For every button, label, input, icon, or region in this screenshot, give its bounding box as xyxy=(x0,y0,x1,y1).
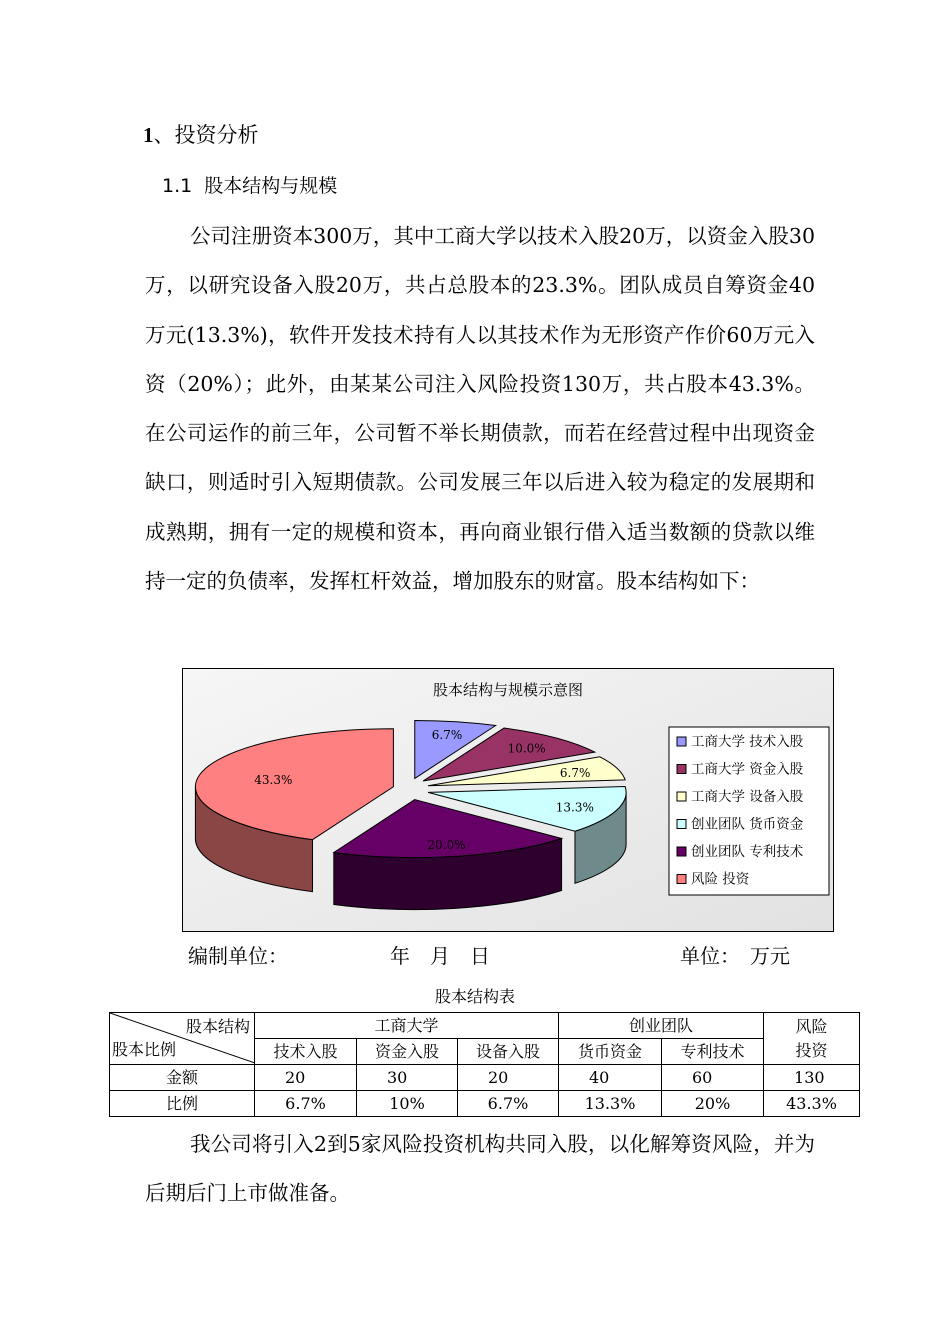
table-header-row xyxy=(110,1013,860,1039)
table-cell: 13.3% xyxy=(559,1091,662,1117)
data-label: 20.0% xyxy=(427,837,466,852)
closing-paragraph: 我公司将引入2到5家风险投资机构共同入股，以化解筹资风险，并为后期后门上市做准备。 xyxy=(145,1132,815,1206)
subheader-cell: 资金入股 xyxy=(357,1039,458,1065)
subheader-cell: 技术入股 xyxy=(255,1039,357,1065)
data-label: 6.7% xyxy=(559,765,591,780)
legend-label: 创业团队 货币资金 xyxy=(691,816,804,833)
equity-pie-chart xyxy=(182,668,834,932)
legend-label: 风险 投资 xyxy=(691,871,750,888)
data-label: 6.7% xyxy=(431,728,463,743)
subheader-cell: 专利技术 xyxy=(662,1039,764,1065)
section-heading xyxy=(143,118,259,152)
table-cell: 6.7% xyxy=(255,1091,357,1117)
legend-swatch xyxy=(677,792,686,801)
subsection-number: 1.1 xyxy=(162,175,193,197)
corner-bottom-label: 股本比例 xyxy=(112,1040,177,1059)
row-label: 比例 xyxy=(110,1091,255,1117)
table-corner-cell xyxy=(110,1013,255,1065)
legend-swatch xyxy=(677,737,686,746)
legend-swatch xyxy=(677,820,686,829)
legend-label: 工商大学 技术入股 xyxy=(691,734,804,750)
table-cell: 20 xyxy=(458,1065,559,1091)
chart-canvas xyxy=(183,669,833,931)
subheader-cell: 货币资金 xyxy=(559,1039,662,1065)
equity-table xyxy=(109,1012,860,1117)
intro-paragraph: 公司注册资本300万，其中工商大学以技术入股20万，以资金入股30万，以研究设备入股20万，共占总股本的23.3%。团队成员自筹资金40万元(13.3%)，软件开发技术持有人以其技术作为无形资产作价60万元入资（20%）；此外，由某某公司注入风险投资130万，共占股本43.3%。在公司运作的前三年，公司暂不举长期债款，而若在经营过程中出现资金缺口，则适时引入短期债款。公司发展三年以后进入较为稳定的发展期和成熟期，拥有一定的规模和资本，再向商业银行借入适当数额的贷款以维持一定的负债率，发挥杠杆效益，增加股东的财富。股本结构如下： xyxy=(145,224,815,594)
table-row xyxy=(110,1091,860,1117)
group-header-venture xyxy=(764,1013,860,1065)
data-label: 10.0% xyxy=(507,741,546,756)
table-title: 股本结构表 xyxy=(434,987,515,1006)
table-row xyxy=(110,1065,860,1091)
subheader-cell: 设备入股 xyxy=(458,1039,559,1065)
unit-label: 单位： 万元 xyxy=(680,944,790,968)
group-header-team: 创业团队 xyxy=(559,1013,764,1039)
subsection-title: 股本结构与规模 xyxy=(204,175,338,197)
table-cell: 30 xyxy=(357,1065,458,1091)
table-cell: 40 xyxy=(559,1065,662,1091)
venture-line1: 风险 xyxy=(795,1016,828,1036)
legend-label: 工商大学 资金入股 xyxy=(691,761,804,778)
legend-swatch xyxy=(677,847,686,856)
legend-swatch xyxy=(677,875,686,884)
chart-title: 股本结构与规模示意图 xyxy=(432,681,584,699)
table-cell: 60 xyxy=(662,1065,764,1091)
table-cell: 6.7% xyxy=(458,1091,559,1117)
legend-swatch xyxy=(677,765,686,774)
compiler-label: 编制单位： xyxy=(188,944,288,968)
corner-top-label: 股本结构 xyxy=(185,1017,250,1036)
legend-label: 工商大学 设备入股 xyxy=(691,789,804,805)
group-header-university: 工商大学 xyxy=(255,1013,559,1039)
section-title: 、投资分析 xyxy=(153,123,259,147)
section-number: 1 xyxy=(143,123,154,147)
legend-label: 创业团队 专利技术 xyxy=(691,844,804,860)
table-cell: 20% xyxy=(662,1091,764,1117)
legend-box xyxy=(669,727,829,895)
data-label: 13.3% xyxy=(555,800,594,815)
row-label: 金额 xyxy=(110,1065,255,1091)
table-cell: 130 xyxy=(764,1065,860,1091)
data-label: 43.3% xyxy=(254,773,293,788)
venture-line2: 投资 xyxy=(795,1040,828,1060)
chart-legend xyxy=(669,727,829,895)
table-cell: 10% xyxy=(357,1091,458,1117)
date-label: 年 月 日 xyxy=(390,944,490,968)
table-cell: 20 xyxy=(255,1065,357,1091)
subsection-heading xyxy=(162,170,337,202)
table-cell: 43.3% xyxy=(764,1091,860,1117)
